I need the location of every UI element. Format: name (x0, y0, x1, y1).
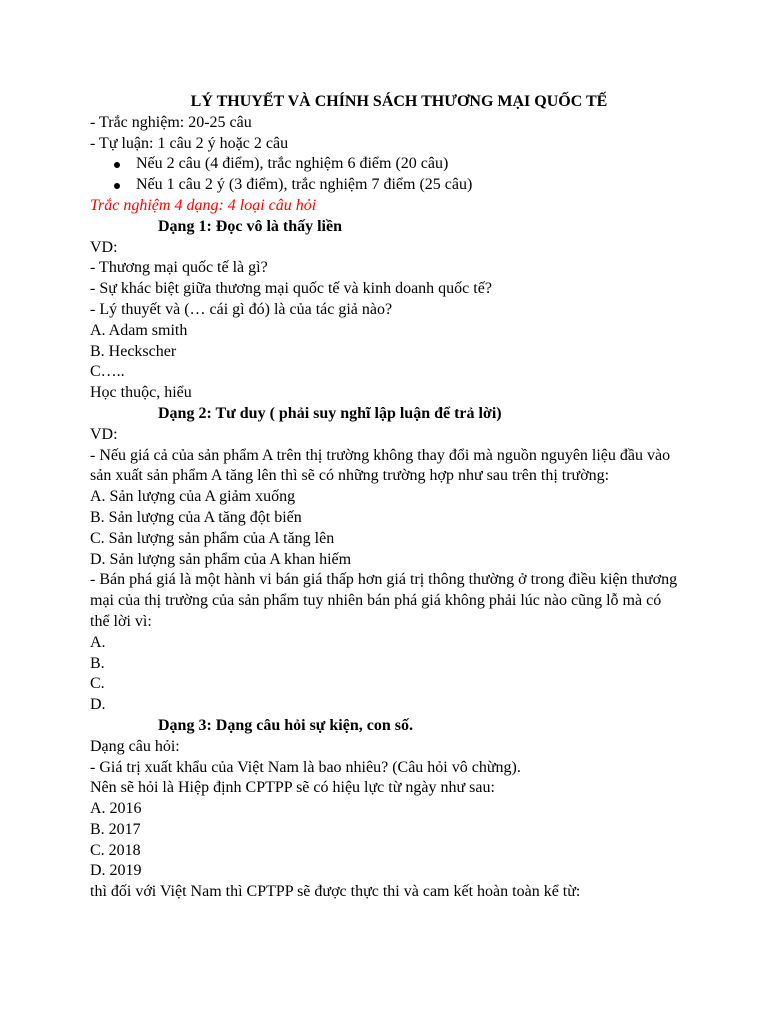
answer-option: D. (90, 696, 106, 714)
answer-option: A. Sản lượng của A giảm xuống (90, 488, 296, 506)
text-line: VD: (90, 425, 118, 443)
bullet-text: Nếu 2 câu (4 điểm), trắc nghiệm 6 điểm (20 câu) (136, 155, 449, 173)
red-note: Trắc nghiệm 4 dạng: 4 loại câu hỏi (90, 196, 317, 214)
bullet-item (90, 175, 708, 196)
exam-essay-info: - Tự luận: 1 câu 2 ý hoặc 2 câu (90, 134, 289, 152)
text-line: thì đối với Việt Nam thì CPTPP sẽ được thực thi và cam kết hoàn toàn kể từ: (90, 883, 581, 901)
text-line: - Thương mại quốc tế là gì? (90, 259, 268, 277)
exam-multiple-choice-info: - Trắc nghiệm: 20-25 câu (90, 113, 252, 131)
bullet-text: Nếu 1 câu 2 ý (3 điểm), trắc nghiệm 7 điểm (25 câu) (136, 176, 473, 194)
answer-option: D. Sản lượng sản phẩm của A khan hiếm (90, 550, 352, 568)
text-line: VD: (90, 238, 118, 256)
text-line: Học thuộc, hiểu (90, 384, 192, 402)
bullet-icon (114, 183, 120, 189)
text-line: - Lý thuyết và (… cái gì đó) là của tác giả nào? (90, 300, 393, 318)
question-paragraph: - Bán phá giá là một hành vi bán giá thấp hơn giá trị thông thường ở trong điều kiện thương mại của thị trường của sản phẩm tuy nhiên bán phá giá không phải lúc nào cũng lỗ mà có thể lời vì: (90, 571, 678, 630)
answer-option: C….. (90, 363, 125, 381)
text-line: Dạng câu hỏi: (90, 737, 180, 755)
answer-option: D. 2019 (90, 862, 142, 880)
answer-option: B. (90, 654, 105, 672)
text-line: Nên sẽ hỏi là Hiệp định CPTPP sẽ có hiệu lực từ ngày như sau: (90, 779, 495, 797)
answer-option: C. (90, 675, 105, 693)
text-line: - Giá trị xuất khẩu của Việt Nam là bao nhiêu? (Câu hỏi vô chừng). (90, 758, 521, 776)
answer-option: B. Heckscher (90, 342, 177, 360)
bullet-item (90, 154, 708, 175)
answer-option: C. 2018 (90, 841, 141, 859)
answer-option: B. 2017 (90, 820, 141, 838)
answer-option: B. Sản lượng của A tăng đột biến (90, 508, 302, 526)
section-heading-dang-1: Dạng 1: Đọc vô là thấy liền (158, 217, 342, 235)
text-line: - Sự khác biệt giữa thương mại quốc tế và kinh doanh quốc tế? (90, 280, 492, 298)
bullet-icon (114, 162, 120, 168)
section-heading-dang-3: Dạng 3: Dạng câu hỏi sự kiện, con số. (158, 716, 413, 734)
answer-option: A. 2016 (90, 800, 142, 818)
question-paragraph: - Nếu giá cả của sản phẩm A trên thị trường không thay đổi mà nguồn nguyên liệu đầu vào sản xuất sản phẩm A tăng lên thì sẽ có những trường hợp như sau trên thị trường: (90, 446, 671, 485)
answer-option: A. (90, 633, 106, 651)
answer-option: C. Sản lượng sản phẩm của A tăng lên (90, 529, 335, 547)
document-title: LÝ THUYẾT VÀ CHÍNH SÁCH THƯƠNG MẠI QUỐC TẾ (190, 93, 608, 110)
answer-option: A. Adam smith (90, 321, 188, 339)
scoring-bullet-list (90, 154, 708, 196)
section-heading-dang-2: Dạng 2: Tư duy ( phải suy nghĩ lập luận để trả lời) (158, 404, 502, 422)
